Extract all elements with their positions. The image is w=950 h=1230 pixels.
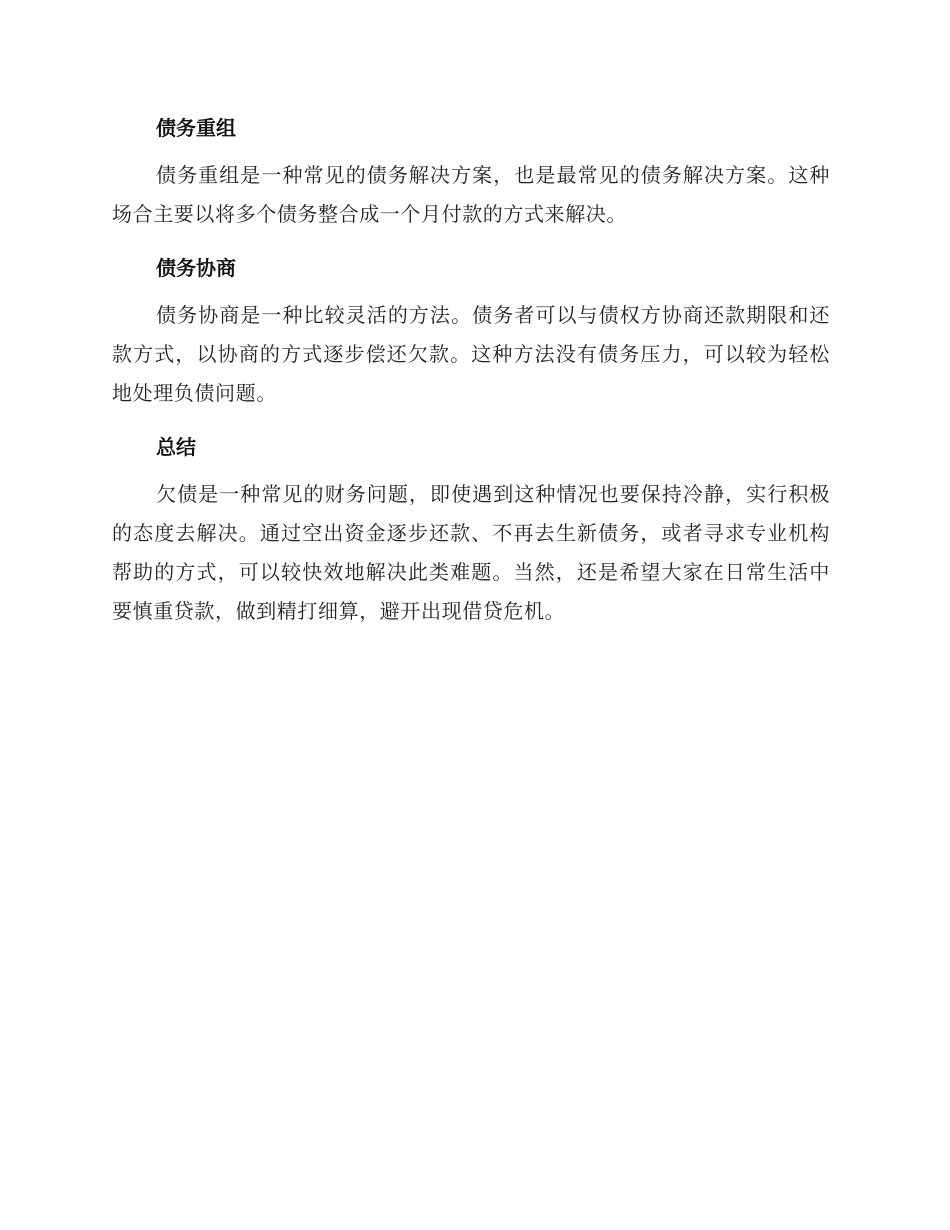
- section-heading: 债务协商: [156, 256, 236, 280]
- document-page: [112, 108, 830, 645]
- section-paragraph: 债务重组是一种常见的债务解决方案，也是最常见的债务解决方案。这种场合主要以将多个债务整合成一个月付款的方式来解决。: [112, 163, 830, 226]
- section-debt-restructuring: [112, 108, 830, 234]
- section-heading: 总结: [156, 435, 196, 459]
- section-paragraph: 债务协商是一种比较灵活的方法。债务者可以与债权方协商还款期限和还款方式，以协商的方式逐步偿还欠款。这种方法没有债务压力，可以较为轻松地处理负债问题。: [112, 303, 830, 405]
- section-paragraph: 欠债是一种常见的财务问题，即使遇到这种情况也要保持冷静，实行积极的态度去解决。通过空出资金逐步还款、不再去生新债务，或者寻求专业机构帮助的方式，可以较快效地解决此类难题。当然，还是希望大家在日常生活中要慎重贷款，做到精打细算，避开出现借贷危机。: [112, 482, 830, 623]
- section-summary: [112, 427, 830, 631]
- section-heading: 债务重组: [156, 116, 236, 140]
- section-debt-negotiation: [112, 248, 830, 413]
